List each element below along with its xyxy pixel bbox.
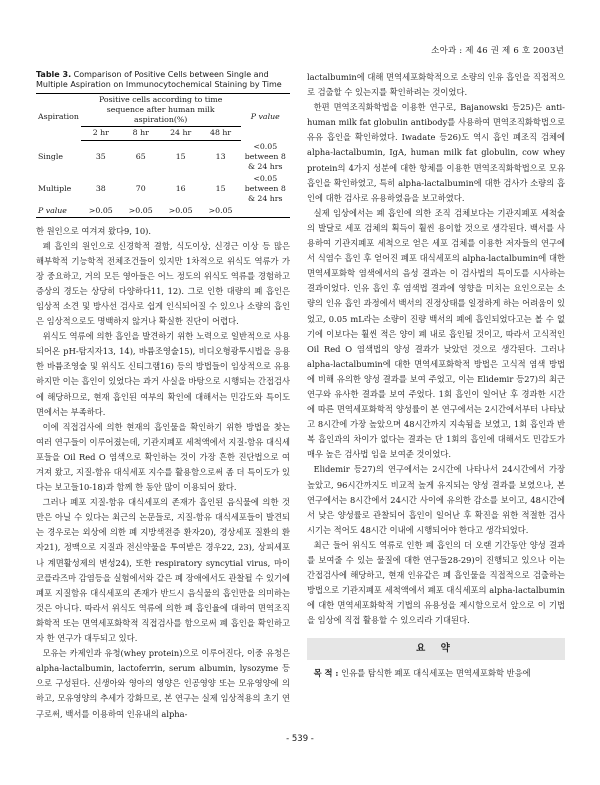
cell: 65 [135, 151, 146, 161]
body-paragraph: 폐 흡인의 원인으로 신경학적 결함, 식도이상, 신경근 이상 등 많은 해부학적 기능학적 전체조건들이 있지만 1차적으로 위식도 역류가 가장 중요하고, 거의 모든 영아들은 어느 정도의 위식도 역류를 경험하고 증상의 경도는 상당히 다양하다11, 12). 그로 인한 대량의 폐 흡인은 임상적 소견 및 방사선 검사로 쉽게 인식되어질 수 있으나 소량의 흡인은 임상적으로도 명백하지 않거나 확실한 진단이 어렵다. [36, 240, 290, 327]
header-time: 8 hr [121, 127, 161, 141]
header-group: Positive cells according to time sequence after human milk aspiration(%) [81, 94, 241, 127]
body-paragraph: 모유는 카제인과 유청(whey protein)으로 이루어진다, 이중 유청은 alpha-lactalbumin, lactoferrin, serum albumin, lysozyme 등으로 구성된다. 신생아와 영아의 영양은 인공영양 또는 모유영양에 의하고, 모유영양의 추세가 강화므로, 본 연구는 실제 임상적용의 초기 연구로써, 백서를 이용하여 인유내의 alpha- [36, 648, 290, 719]
table-caption [36, 70, 290, 90]
cell-pvalue: <0.05 between 8 & 24 hrs [244, 173, 286, 203]
table-row [36, 173, 290, 205]
abstract-lead: 목 적 : [313, 667, 339, 678]
header-aspiration: Aspiration [38, 112, 79, 122]
header-time: 24 hr [161, 127, 201, 141]
table-caption-text: Comparison of Positive Cells between Single and Multiple Aspiration on Immunocytochemical Staining by Time [36, 70, 282, 89]
body-paragraph: 이에 직접검사에 의한 현재의 흡인물을 확인하기 위한 방법을 찾는 여러 연구들이 이루어졌는데, 기관지폐포 세척액에서 지질-함유 대식세포들을 Oil Red O 염색으로 확인하는 것이 가장 흔한 진단법으로 여겨져 왔고, 지질-함유 대식세포 지수를 활용함으로써 좀 더 특이도가 있다는 보고들10-18)과 함께 한 동안 많이 이용되어 왔다. [36, 421, 290, 493]
body-paragraph: 그러나 폐포 지질-함유 대식세포의 존재가 흡인된 음식물에 의한 것만은 아닐 수 있다는 최근의 논문들로, 지질-함유 대식세포들이 발견되는 경우로는 외상에 의한 폐 지방색전증 환자20), 경상세포 질환의 환자21), 정맥으로 지질과 전신약물을 투여받은 경우22, 23), 상피세포나 계면활성제의 변성24), 또한 respiratory syncytial virus, 마이코플라즈마 감염등을 실험에서와 같은 폐 장애에서도 관찰될 수 있기에 폐포 지질함유 대식세포의 존재가 반드시 음식물의 흡인만을 의미하는 것은 아니다. 따라서 위식도 역류에 의한 폐 흡인율에 대하여 면역조직화학적 또는 면역세포화학적 직접검사를 함으로써 폐 흡인을 확인하고자 한 연구가 대두되고 있다. [36, 497, 290, 644]
cell-pvalue: <0.05 between 8 & 24 hrs [244, 141, 286, 171]
cell: 16 [175, 183, 186, 193]
cell: 15 [215, 183, 226, 193]
abstract-paragraph [307, 666, 565, 681]
right-column [307, 70, 565, 681]
header-pvalue: P value [250, 112, 280, 122]
cell: >0.05 [128, 205, 153, 215]
abstract-text: 인유를 탐식한 폐포 대식세포는 면역세포화학 반응에 [341, 667, 531, 678]
left-column [36, 70, 290, 722]
header-time: 2 hr [81, 127, 121, 141]
abstract-heading: 요 약 [307, 638, 565, 659]
table-row [36, 205, 290, 218]
row-label: Multiple [38, 183, 72, 193]
body-paragraph: 위식도 역류에 의한 흡인을 발견하기 위한 노력으로 일반적으로 사용되어온 pH-탐지자13, 14), 바륨조영술15), 비디오형광투시법을 응용한 바륨조영술 및 위식도 신티그램16) 등의 방법들이 임상적으로 유용하지만 이는 흡인이 있었다는 과거 사실을 바탕으로 시행되는 간접검사에 해당하므로, 현재 흡인된 여부의 확인에 대해서는 민감도와 특이도 면에서는 부족하다. [36, 331, 290, 417]
cell: 15 [175, 151, 186, 161]
row-label: P value [38, 205, 67, 215]
body-paragraph: Elidemir 등27)의 연구에서는 2시간에 나타나서 24시간에서 가장 높았고, 96시간까지도 비교적 높게 유지되는 양성 결과를 보였으나, 본 연구에서는 8시간에서 24시간 사이에 유의한 감소를 보이고, 48시간에서 낮은 양성률로 관찰되어 흡인이 일어난 후 확진을 위한 적절한 검사 시기는 적어도 48시간 이내에 시행되어야 한다고 생각되었다. [307, 464, 565, 535]
row-label: Single [38, 151, 63, 161]
body-paragraph: 한 원인으로 여겨져 왔다9, 10). [36, 225, 152, 236]
body-paragraph: lactalbumin에 대해 면역세포화학적으로 소량의 인유 흡인을 직접적으로 검출할 수 있는지를 확인하려는 것이었다. [307, 72, 565, 98]
body-paragraph: 한편 면역조직화학법을 이용한 연구로, Bajanowski 등25)은 anti-human milk fat globulin antibody를 사용하여 면역조직화학법으로 유유 흡인을 확인하였다. Iwadate 등26)도 역시 흡인 폐조직 검체에 alpha-lactalbumin, IgA, human milk fat globulin, cow whey protein의 4가지 성분에 대한 항체를 이용한 면역조직화학법으로 모유 흡인을 확인하였고, 특히 alpha-lactalbumin에 대한 검사가 소량의 흡인에 대한 검사로 유용하였음을 보고하였다. [307, 102, 565, 203]
cell: >0.05 [88, 205, 113, 215]
cell: 38 [95, 183, 106, 193]
body-paragraph: 실제 임상에서는 폐 흡인에 의한 조직 검체보다는 기관지폐포 세척술의 발달로 세포 검체의 획득이 훨씬 용이할 것으로 생각된다. 백서를 사용하여 기관지폐포 세척으로 얻은 세포 검체를 이용한 저자들의 연구에서 식염수 흡인 후 얻어진 폐포 대식세포의 alpha-lactalbumin에 대한 면역세포화학 염색에서의 음성 결과는 이 검사법의 특이도를 시사하는 결과이었다. 인유 흡인 후 염색법 결과에 영향을 미치는 요인으로는 소량의 인유 흡인 과정에서 백서의 진정상태를 일정하게 하는 어려움이 있었고, 0.05 mL라는 소량이 진량 백서의 폐에 흡인되었다고는 볼 수 없기에 이보다는 훨씬 적은 양이 폐 내로 흡인될 것이고, 따라서 고식적인 Oil Red O 염색법의 양성 결과가 낮았던 것으로 생각된다. 그러나 alpha-lactalbumin에 대한 면역세포화학적 방법은 고식적 염색 방법에 비해 유의한 양성 결과를 보여 주었고, 이는 Elidemir 등27)의 최근 연구와 유사한 결과를 보여 주었다. 1회 흡인이 일어난 후 경과한 시간에 따른 면역세포화학적 양성률이 본 연구에서는 2시간에서부터 나타났고 8시간에 가장 높았으며 48시간까지 지속됨을 보였고, 1회 흡인과 반복 흡인과의 차이가 없다는 결과는 단 1회의 흡인에 대해서도 민감도가 매우 높은 검사법 임을 보여준 것이었다. [307, 207, 565, 460]
body-paragraph: 최근 들어 위식도 역류로 인한 폐 흡인의 더 오랜 기간동안 양성 결과를 보여줄 수 있는 물질에 대한 연구들28-29)이 진행되고 있으나 이는 간접검사에 해당하고, 현재 인유같은 폐 흡인물을 직접적으로 검출하는 방법으로 기관지폐포 세척액에서 폐포 대식세포의 alpha-lactalbumin에 대한 면역세포화학적 기법의 유용성을 제시함으로서 앞으로 이 기법을 임상에 직접 활용할 수 있으리라 기대된다. [307, 539, 565, 626]
header-time: 48 hr [201, 127, 241, 141]
cell: >0.05 [168, 205, 193, 215]
cell: 70 [135, 183, 146, 193]
page-number: - 539 - [286, 734, 314, 744]
comparison-table [36, 93, 290, 218]
cell: >0.05 [208, 205, 233, 215]
table-label: Table 3. [36, 70, 72, 79]
cell-pvalue [241, 205, 290, 218]
cell: 13 [215, 151, 226, 161]
table-row [36, 141, 290, 173]
running-head: 소아과 : 제 46 권 제 6 호 2003년 [431, 46, 564, 56]
cell: 35 [95, 151, 106, 161]
